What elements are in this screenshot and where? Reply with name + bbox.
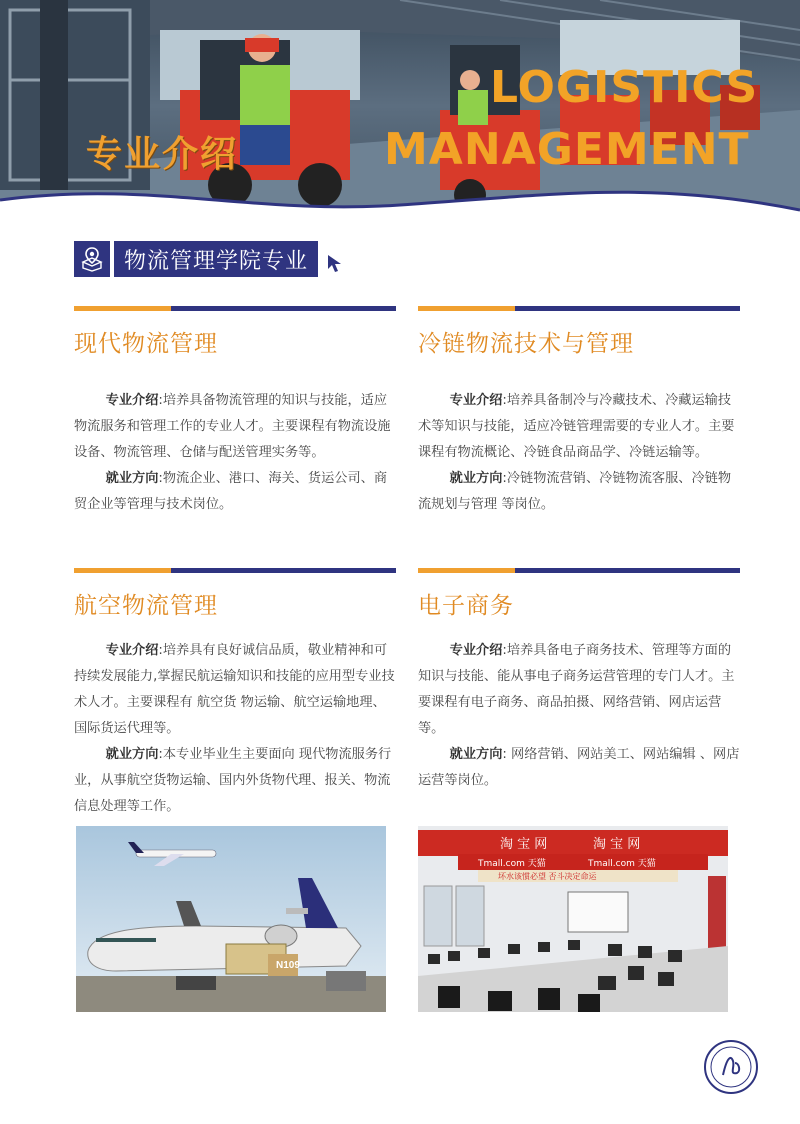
hero-banner bbox=[0, 0, 800, 235]
school-seal-logo bbox=[704, 1040, 758, 1094]
major-intro bbox=[418, 638, 740, 742]
hero-title-en-line1: LOGISTICS bbox=[490, 62, 759, 113]
intro-label: 专业介绍 bbox=[105, 643, 159, 658]
major-intro bbox=[74, 388, 396, 466]
banner-tmall-2: Tmall.com 天猫 bbox=[588, 859, 656, 869]
intro-text: :培养具备制冷与冷藏技术、冷藏运输技术等知识与技能，适应冷链管理需要的专业人才。主要课程有物流概论、冷链食品商品学、冷链运输等。 bbox=[418, 393, 735, 460]
card-divider bbox=[74, 306, 396, 311]
warehouse-forklift-photo bbox=[0, 0, 800, 235]
major-title: 航空物流管理 bbox=[74, 593, 218, 619]
card-divider bbox=[418, 306, 740, 311]
major-card-cold-chain bbox=[418, 306, 740, 518]
intro-label: 专业介绍 bbox=[449, 643, 503, 658]
career-text: : 网络营销、网站美工、网站编辑 、网店运营等岗位。 bbox=[418, 747, 740, 788]
career-label: 就业方向 bbox=[105, 747, 159, 762]
career-label: 就业方向 bbox=[449, 747, 503, 762]
major-card-air-logistics bbox=[74, 568, 396, 820]
career-text: :本专业毕业生主要面向 现代物流服务行业，从事航空货物运输、国内外货物代理、报关、物流信息处理等工作。 bbox=[74, 747, 392, 814]
intro-text: :培养具备物流管理的知识与技能，适应物流服务和管理工作的专业人才。主要课程有物流设施设备、物流管理、仓储与配送管理实务等。 bbox=[74, 393, 391, 460]
hero-title-en-line2: MANAGEMENT bbox=[384, 124, 750, 175]
plane-tail-code: N109 bbox=[276, 960, 300, 971]
major-title: 现代物流管理 bbox=[74, 331, 218, 357]
career-text: :冷链物流营销、冷链物流客服、冷链物流规划与管理 等岗位。 bbox=[418, 471, 732, 512]
major-career bbox=[418, 466, 740, 518]
banner-taobao: 淘 宝 网 bbox=[500, 837, 548, 852]
intro-text: :培养具备电子商务技术、管理等方面的知识与技能、能从事电子商务运营管理的专门人才。主要课程有电子商务、商品拍摄、网络营销、网店运营等。 bbox=[418, 643, 735, 736]
major-title: 电子商务 bbox=[418, 593, 514, 619]
major-career bbox=[74, 466, 396, 518]
hero-title-cn: 专业介绍 bbox=[86, 134, 239, 175]
major-intro bbox=[74, 638, 396, 742]
major-title: 冷链物流技术与管理 bbox=[418, 331, 634, 357]
cursor-arrow-icon bbox=[326, 253, 344, 277]
major-intro bbox=[418, 388, 740, 466]
major-career bbox=[418, 742, 740, 794]
card-divider bbox=[74, 568, 396, 573]
intro-label: 专业介绍 bbox=[449, 393, 503, 408]
major-card-ecommerce bbox=[418, 568, 740, 794]
intro-label: 专业介绍 bbox=[105, 393, 159, 408]
banner-taobao-2: 淘 宝 网 bbox=[593, 837, 641, 852]
major-career bbox=[74, 742, 396, 820]
map-pin-box-icon bbox=[74, 241, 110, 277]
ecommerce-lab-photo bbox=[418, 826, 728, 1012]
major-card-modern-logistics bbox=[74, 306, 396, 518]
banner-tmall: Tmall.com 天猫 bbox=[478, 859, 546, 869]
banner-slogan: 坏水该惯必望 否斗决定命运 bbox=[498, 872, 597, 881]
card-divider bbox=[418, 568, 740, 573]
career-text: :物流企业、港口、海关、货运公司、商贸企业等管理与技术岗位。 bbox=[74, 471, 388, 512]
section-title: 物流管理学院专业 bbox=[114, 241, 318, 277]
section-header bbox=[74, 240, 344, 278]
intro-text: :培养具有良好诚信品质，敬业精神和可持续发展能力,掌握民航运输知识和技能的应用型专业技术人才。主要课程有 航空货 物运输、航空运输地理、国际货运代理等。 bbox=[74, 643, 395, 736]
air-cargo-photo bbox=[76, 826, 386, 1012]
career-label: 就业方向 bbox=[105, 471, 159, 486]
career-label: 就业方向 bbox=[449, 471, 503, 486]
